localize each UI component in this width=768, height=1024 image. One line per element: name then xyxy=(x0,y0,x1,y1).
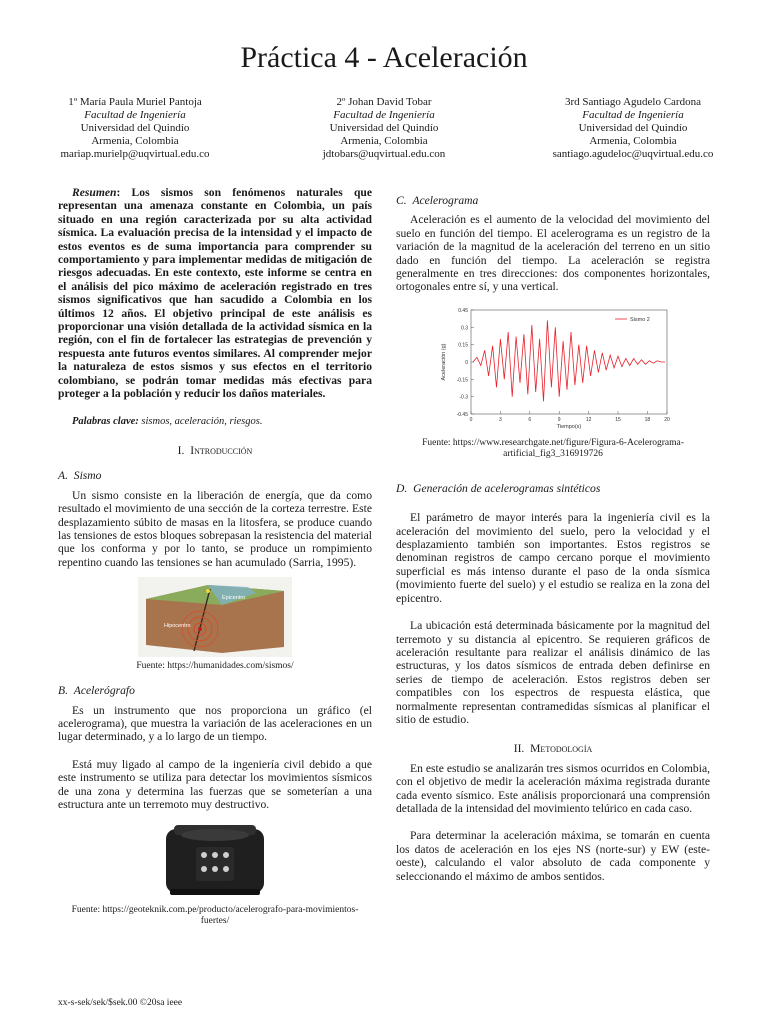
author-email: santiago.agudeloc@uqvirtual.edu.co xyxy=(552,148,714,160)
subsection-heading-acelerograma xyxy=(396,194,710,207)
abstract-lead: Resumen xyxy=(72,186,117,199)
author-city: Armenia, Colombia xyxy=(91,135,179,147)
paragraph-generacion-2: La ubicación está determinada básicamente por la magnitud del terremoto y su distancia al epicentro. Se requieren gráficos de aceleración resultante para realizar el análisis dinámico de las estructuras, y los datos sísmicos de entrada deben definirse en series de tiempo de aceleración. Estos registros deben ser compatibles con los espectros de respuesta elástica, que normalmente representan contramedidas sísmicas al planificar el sitio de estudio. xyxy=(396,619,710,726)
page-footer: xx-s-sek/sek/$sek.00 ©20sa ieee xyxy=(58,998,183,1008)
left-column xyxy=(58,186,372,927)
author-university: Universidad del Quindío xyxy=(578,122,688,134)
section-title: Introducción xyxy=(190,443,253,457)
figure-caption-acelerograma: Fuente: https://www.researchgate.net/figure/Figura-6-Acelerograma-artificial_fig3_316919726 xyxy=(422,437,684,459)
author-2 xyxy=(269,96,499,161)
accelerogram-chart xyxy=(431,302,675,434)
section-number: I. xyxy=(177,443,185,457)
subsection-heading-sismo xyxy=(58,469,372,482)
y-tick-label: -0.15 xyxy=(456,377,468,384)
author-university: Universidad del Quindío xyxy=(329,122,439,134)
epicentro-label: Epicentro xyxy=(222,595,246,602)
paragraph-metodologia-1: En este estudio se analizarán tres sismos ocurridos en Colombia, con el objetivo de medir la aceleración máxima registrada durante cada evento sísmico. Este análisis proporcionará una comprensión detallada de la intensidad del movimiento telúrico en cada caso. xyxy=(396,761,710,815)
abstract-text: : Los sismos son fenómenos naturales que representan una amenaza constante en Colombia, un país situado en una región caracterizada por su alta actividad sísmica. La evaluación precisa de la intensidad y el impacto de estos eventos es de suma importancia para comprender su comportamiento y para implementar medidas de mitigación de riesgos adecuadas. En este contexto, este informe se centra en el análisis del pico máximo de aceleración registrado en tres sismos significativos que han sacudido a Colombia en los últimos 12 años. El objetivo principal de este análisis es proporcionar una visión detallada de la actividad sísmica en la región, con el fin de fortalecer las estrategias de prevención y respuesta ante futuros eventos similares. Al comprender mejor la naturaleza de estos sismos y sus efectos en el territorio colombiano, se podrán tomar medidas más efectivas para proteger a la población y reducir los daños materiales. xyxy=(58,186,372,401)
paragraph-generacion-1: El parámetro de mayor interés para la ingeniería civil es la aceleración del movimiento del suelo, pero la velocidad y el desplazamiento también son importantes. Estos registros se denominan registros de campo cercano porque el movimiento superficial es más intenso durante el paso de la onda sísmica (movimiento fuerte del suelo) y el estudio se realiza en la zona del epicentro. xyxy=(396,511,710,605)
author-faculty: Facultad de Ingeniería xyxy=(582,109,684,121)
x-tick-label: 6 xyxy=(528,416,532,423)
abstract xyxy=(58,186,372,401)
y-axis-label: Aceleración (g) xyxy=(441,343,447,381)
y-tick-label: -0.3 xyxy=(459,394,468,401)
x-tick-label: 18 xyxy=(644,416,651,423)
earthquake-diagram-figure xyxy=(138,577,292,657)
x-tick-label: 20 xyxy=(664,416,670,423)
legend-label: Sismo 2 xyxy=(630,316,650,323)
subsection-heading-generacion xyxy=(396,482,710,495)
paragraph-acelerografo-2: Está muy ligado al campo de la ingeniería civil debido a que este instrumento se utiliza para detectar los movimientos sísmicos de una zona y determina las fuerzas que se someterían a una estructura ante un terremoto muy destructivo. xyxy=(58,757,372,811)
subsection-letter: D. xyxy=(396,481,408,495)
subsection-title: Acelerograma xyxy=(412,194,479,207)
subsection-title: Generación de acelerogramas sintéticos xyxy=(413,481,601,495)
keywords-text: sismos, aceleración, riesgos. xyxy=(141,415,263,427)
figure-caption-sismo: Fuente: https://humanidades.com/sismos/ xyxy=(136,661,294,672)
subsection-title: Sismo xyxy=(73,469,102,483)
x-tick-label: 9 xyxy=(557,416,561,423)
y-tick-label: 0.15 xyxy=(458,342,468,349)
x-tick-label: 3 xyxy=(499,416,502,423)
section-heading-introduccion xyxy=(58,444,372,457)
y-tick-label: 0 xyxy=(465,359,468,366)
section-title: Metodología xyxy=(530,742,593,756)
author-faculty: Facultad de Ingeniería xyxy=(333,109,435,121)
y-tick-label: 0.45 xyxy=(458,307,468,314)
author-email: mariap.murielp@uqvirtual.edu.co xyxy=(60,148,210,160)
author-1 xyxy=(20,96,250,161)
keywords-label: Palabras clave: xyxy=(72,415,139,427)
author-university: Universidad del Quindío xyxy=(80,122,190,134)
y-tick-label: -0.45 xyxy=(456,411,468,418)
section-number: II. xyxy=(513,742,525,756)
author-name: 2º Johan David Tobar xyxy=(336,96,432,108)
x-tick-label: 15 xyxy=(615,416,621,423)
author-city: Armenia, Colombia xyxy=(340,135,428,147)
subsection-letter: A. xyxy=(58,469,68,483)
subsection-heading-acelerografo xyxy=(58,684,372,697)
author-name: 3rd Santiago Agudelo Cardona xyxy=(565,96,701,108)
author-3 xyxy=(518,96,748,161)
author-name: 1º María Paula Muriel Pantoja xyxy=(68,96,202,108)
subsection-letter: B. xyxy=(58,684,68,698)
subsection-title: Acelerógrafo xyxy=(73,684,135,698)
paragraph-acelerografo-1: Es un instrumento que nos proporciona un gráfico (el acelerograma), que muestra la variación de las aceleraciones en un lugar determinado, y a lo largo de un tiempo. xyxy=(58,703,372,744)
author-city: Armenia, Colombia xyxy=(589,135,677,147)
x-tick-label: 0 xyxy=(469,416,473,423)
paragraph-acelerograma: Aceleración es el aumento de la velocidad del movimiento del suelo en función del tiempo. El acelerograma es un registro de la variación de la magnitud de la aceleración del terreno en un sitio dado en función del tiempo. La aceleración se registra generalmente en tres direcciones: dos componentes horizontales, ortogonales entre sí, y una vertical. xyxy=(396,213,710,294)
x-axis-label: Tiempo(s) xyxy=(556,423,582,430)
y-tick-label: 0.3 xyxy=(461,325,468,332)
author-block xyxy=(20,96,748,161)
figure-caption-acelerografo: Fuente: https://geoteknik.com.pe/producto/acelerografo-para-movimientos-fuertes/ xyxy=(71,905,359,927)
paper-title: Práctica 4 - Aceleración xyxy=(240,41,528,74)
section-heading-metodologia xyxy=(396,742,710,755)
subsection-letter: C. xyxy=(396,194,407,207)
author-email: jdtobars@uqvirtual.edu.con xyxy=(322,148,446,160)
paragraph-sismo: Un sismo consiste en la liberación de energía, que da como resultado el movimiento de una sección de la corteza terrestre. Este desplazamiento súbito de masas en la litosfera, se produce cuando las tensiones de estos bloques sobrepasan la resistencia del material que los conforma y por lo tanto, se produce un rompimiento repentino cuando las tensiones se han acumulado (Sarria, 1995). xyxy=(58,488,372,569)
keywords xyxy=(58,415,372,428)
accelerograph-device-figure xyxy=(160,819,270,901)
paragraph-metodologia-2: Para determinar la aceleración máxima, se tomarán en cuenta los datos de aceleración en los ejes NS (norte-sur) y EW (este-oeste), calculando el valor absoluto de cada componente y seleccionando el máximo de ambos sentidos. xyxy=(396,829,710,883)
author-faculty: Facultad de Ingeniería xyxy=(84,109,186,121)
hipocentro-label: Hipocentro xyxy=(164,623,191,630)
right-column xyxy=(396,186,710,883)
x-tick-label: 12 xyxy=(585,416,592,423)
